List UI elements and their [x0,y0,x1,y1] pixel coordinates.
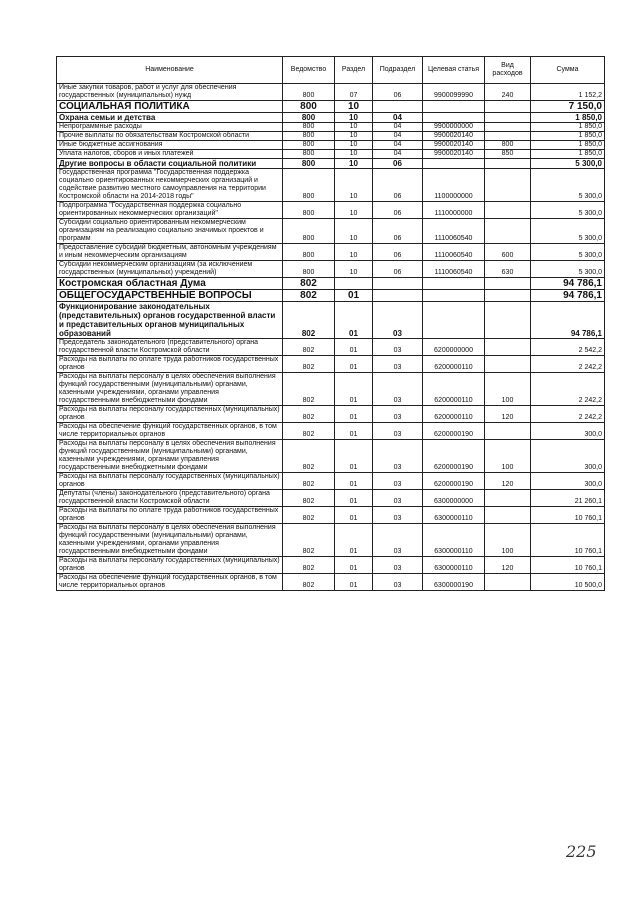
cell-subsection: 04 [373,132,423,141]
table-row [57,290,605,302]
cell-section: 10 [335,159,373,169]
col-header-sum: Сумма [531,57,605,84]
cell-dept: 800 [283,244,335,261]
cell-section: 01 [335,490,373,507]
col-header-subsection: Подраздел [373,57,423,84]
cell-sum: 94 786,1 [531,278,605,290]
cell-dept: 800 [283,159,335,169]
cell-subsection: 03 [373,507,423,524]
cell-dept: 802 [283,290,335,302]
table-row [57,84,605,101]
cell-name: Расходы на выплаты персоналу государственных (муниципальных) органов [57,473,283,490]
cell-name: Предоставление субсидий бюджетным, автономным учреждениям и иным некоммерческим организациям [57,244,283,261]
cell-target: 9900020140 [423,150,485,159]
table-row [57,123,605,132]
cell-dept: 800 [283,219,335,244]
table-row [57,278,605,290]
table-row [57,373,605,406]
cell-section: 01 [335,356,373,373]
table-row [57,473,605,490]
table-row [57,169,605,202]
cell-subsection: 06 [373,169,423,202]
table-row [57,507,605,524]
cell-subsection [373,278,423,290]
budget-table [56,56,605,591]
cell-type [485,423,531,440]
cell-target: 6300000110 [423,524,485,557]
cell-name: Уплата налогов, сборов и иных платежей [57,150,283,159]
cell-section: 01 [335,473,373,490]
cell-type: 630 [485,261,531,278]
cell-type [485,507,531,524]
cell-target: 9900020140 [423,132,485,141]
cell-sum: 5 300,0 [531,169,605,202]
cell-name: Субсидии некоммерческим организациям (за исключением государственных (муниципальных) учреждений) [57,261,283,278]
cell-sum: 1 850,0 [531,150,605,159]
cell-type [485,113,531,123]
cell-section: 10 [335,132,373,141]
cell-name: Иные закупки товаров, работ и услуг для обеспечения государственных (муниципальных) нужд [57,84,283,101]
cell-subsection: 04 [373,113,423,123]
cell-sum: 5 300,0 [531,159,605,169]
cell-dept: 800 [283,113,335,123]
cell-type [485,169,531,202]
cell-dept: 802 [283,574,335,591]
cell-subsection: 03 [373,373,423,406]
cell-section: 01 [335,339,373,356]
cell-subsection: 06 [373,202,423,219]
table-row [57,490,605,507]
cell-target: 1110060540 [423,244,485,261]
cell-name: Подпрограмма "Государственная поддержка социально ориентированных некоммерческих организаций" [57,202,283,219]
cell-type [485,219,531,244]
cell-sum: 5 300,0 [531,219,605,244]
cell-name: Непрограммные расходы [57,123,283,132]
cell-name: Другие вопросы в области социальной политики [57,159,283,169]
cell-sum: 1 850,0 [531,123,605,132]
cell-name: Государственная программа "Государственная поддержка социально ориентированных некоммерческих организаций и содействие развитию местного самоуправления на территории Костромской области на 2014-2018 годы" [57,169,283,202]
cell-subsection: 03 [373,557,423,574]
cell-section: 01 [335,440,373,473]
cell-dept: 800 [283,84,335,101]
cell-dept: 800 [283,150,335,159]
cell-dept: 800 [283,101,335,113]
cell-subsection [373,101,423,113]
cell-name: Иные бюджетные ассигнования [57,141,283,150]
table-row [57,423,605,440]
cell-sum: 94 786,1 [531,290,605,302]
cell-sum: 21 260,1 [531,490,605,507]
cell-name: Расходы на выплаты персоналу в целях обеспечения выполнения функций государственными (муниципальными) органами, казенными учреждениями, органами управления государственными внебюджетными фондами [57,524,283,557]
cell-target [423,159,485,169]
cell-sum: 300,0 [531,423,605,440]
cell-type [485,302,531,339]
cell-target: 6200000190 [423,440,485,473]
cell-name: Депутаты (члены) законодательного (представительного) органа государственной власти Костромской области [57,490,283,507]
cell-subsection: 03 [373,339,423,356]
cell-section: 01 [335,302,373,339]
cell-dept: 802 [283,524,335,557]
table-row [57,524,605,557]
table-row [57,440,605,473]
table-row [57,406,605,423]
cell-subsection: 03 [373,440,423,473]
table-row [57,101,605,113]
cell-section: 01 [335,557,373,574]
cell-target: 9900099990 [423,84,485,101]
cell-dept: 800 [283,169,335,202]
cell-target: 6200000110 [423,356,485,373]
table-row [57,150,605,159]
cell-target: 6300000190 [423,574,485,591]
cell-dept: 802 [283,423,335,440]
cell-type [485,159,531,169]
cell-target: 9900020140 [423,141,485,150]
cell-sum: 10 760,1 [531,557,605,574]
cell-section: 01 [335,290,373,302]
cell-dept: 802 [283,557,335,574]
col-header-name: Наименование [57,57,283,84]
cell-section: 10 [335,202,373,219]
table-row [57,159,605,169]
cell-name: Расходы на обеспечение функций государственных органов, в том числе территориальных органов [57,423,283,440]
table-row [57,574,605,591]
cell-name: Расходы на выплаты персоналу государственных (муниципальных) органов [57,406,283,423]
cell-dept: 802 [283,278,335,290]
cell-subsection: 03 [373,302,423,339]
cell-subsection: 03 [373,356,423,373]
cell-name: Расходы на обеспечение функций государственных органов, в том числе территориальных органов [57,574,283,591]
cell-section: 10 [335,101,373,113]
cell-type: 240 [485,84,531,101]
cell-subsection: 06 [373,219,423,244]
cell-dept: 802 [283,302,335,339]
cell-sum: 5 300,0 [531,261,605,278]
cell-section: 07 [335,84,373,101]
cell-section: 10 [335,113,373,123]
cell-type: 120 [485,557,531,574]
cell-sum: 1 850,0 [531,132,605,141]
cell-target: 1110000000 [423,202,485,219]
cell-target: 6200000110 [423,406,485,423]
cell-section: 10 [335,244,373,261]
cell-subsection: 06 [373,159,423,169]
col-header-section: Раздел [335,57,373,84]
cell-dept: 802 [283,356,335,373]
cell-target: 6200000190 [423,423,485,440]
cell-subsection: 06 [373,244,423,261]
cell-target: 1110060540 [423,261,485,278]
table-row [57,219,605,244]
cell-target [423,290,485,302]
cell-dept: 802 [283,490,335,507]
cell-name: Расходы на выплаты персоналу в целях обеспечения выполнения функций государственными (муниципальными) органами, казенными учреждениями, органами управления государственными внебюджетными фондами [57,373,283,406]
col-header-exp-type: Вид расходов [485,57,531,84]
cell-dept: 802 [283,373,335,406]
table-row [57,302,605,339]
cell-type: 100 [485,373,531,406]
cell-target [423,113,485,123]
cell-name: Субсидии социально ориентированным некоммерческим организациям на реализацию социально значимых проектов и программ [57,219,283,244]
cell-type: 850 [485,150,531,159]
cell-section: 01 [335,406,373,423]
cell-target [423,278,485,290]
table-row [57,141,605,150]
cell-type [485,278,531,290]
cell-sum: 10 760,1 [531,524,605,557]
cell-sum: 7 150,0 [531,101,605,113]
cell-type: 120 [485,406,531,423]
cell-dept: 802 [283,507,335,524]
cell-type: 600 [485,244,531,261]
col-header-target: Целевая статья [423,57,485,84]
cell-sum: 2 542,2 [531,339,605,356]
cell-sum: 2 242,2 [531,373,605,406]
cell-section: 01 [335,373,373,406]
cell-target: 6200000000 [423,339,485,356]
cell-section: 01 [335,574,373,591]
cell-type [485,339,531,356]
cell-dept: 802 [283,440,335,473]
cell-type [485,132,531,141]
cell-target: 6200000110 [423,373,485,406]
cell-name: Охрана семьи и детства [57,113,283,123]
cell-sum: 1 850,0 [531,141,605,150]
cell-dept: 802 [283,473,335,490]
cell-dept: 802 [283,339,335,356]
cell-name: СОЦИАЛЬНАЯ ПОЛИТИКА [57,101,283,113]
cell-dept: 800 [283,261,335,278]
cell-name: Функционирование законодательных (представительных) органов государственной власти и представительных органов муниципальных образований [57,302,283,339]
cell-sum: 2 242,2 [531,356,605,373]
cell-section: 01 [335,524,373,557]
table-row [57,132,605,141]
cell-subsection: 03 [373,406,423,423]
cell-target [423,302,485,339]
cell-name: Прочие выплаты по обязательствам Костромской области [57,132,283,141]
cell-name: Расходы на выплаты по оплате труда работников государственных органов [57,507,283,524]
cell-name: Председатель законодательного (представительного) органа государственной власти Костромской области [57,339,283,356]
cell-dept: 802 [283,406,335,423]
cell-type: 800 [485,141,531,150]
cell-type [485,101,531,113]
cell-sum: 94 786,1 [531,302,605,339]
cell-section: 10 [335,141,373,150]
cell-subsection: 04 [373,141,423,150]
cell-subsection: 04 [373,123,423,132]
cell-subsection: 03 [373,490,423,507]
cell-section [335,278,373,290]
cell-target [423,101,485,113]
cell-type: 100 [485,440,531,473]
cell-subsection: 03 [373,423,423,440]
cell-sum: 10 500,0 [531,574,605,591]
cell-section: 10 [335,150,373,159]
cell-sum: 5 300,0 [531,244,605,261]
cell-section: 01 [335,423,373,440]
cell-dept: 800 [283,132,335,141]
cell-section: 10 [335,123,373,132]
table-row [57,113,605,123]
cell-sum: 2 242,2 [531,406,605,423]
cell-subsection: 03 [373,524,423,557]
table-row [57,557,605,574]
page-number: 225 [566,842,597,861]
cell-dept: 800 [283,202,335,219]
cell-name: Расходы на выплаты персоналу в целях обеспечения выполнения функций государственными (муниципальными) органами, казенными учреждениями, органами управления государственными внебюджетными фондами [57,440,283,473]
cell-subsection [373,290,423,302]
cell-sum: 10 760,1 [531,507,605,524]
cell-subsection: 04 [373,150,423,159]
cell-section: 10 [335,261,373,278]
cell-target: 6300000000 [423,490,485,507]
cell-sum: 300,0 [531,473,605,490]
cell-dept: 800 [283,141,335,150]
cell-name: Костромская областная Дума [57,278,283,290]
cell-type [485,290,531,302]
cell-target: 6300000110 [423,557,485,574]
cell-dept: 800 [283,123,335,132]
cell-type [485,356,531,373]
cell-sum: 1 152,2 [531,84,605,101]
cell-type: 100 [485,524,531,557]
cell-type: 120 [485,473,531,490]
cell-name: Расходы на выплаты персоналу государственных (муниципальных) органов [57,557,283,574]
table-row [57,261,605,278]
cell-target: 1100000000 [423,169,485,202]
cell-subsection: 03 [373,574,423,591]
table-row [57,339,605,356]
cell-type [485,123,531,132]
table-row [57,244,605,261]
cell-name: ОБЩЕГОСУДАРСТВЕННЫЕ ВОПРОСЫ [57,290,283,302]
col-header-dept: Ведомство [283,57,335,84]
cell-sum: 1 850,0 [531,113,605,123]
cell-target: 9900000000 [423,123,485,132]
cell-type [485,202,531,219]
cell-section: 10 [335,219,373,244]
header-row [57,57,605,84]
cell-type [485,490,531,507]
table-row [57,356,605,373]
cell-type [485,574,531,591]
cell-name: Расходы на выплаты по оплате труда работников государственных органов [57,356,283,373]
cell-sum: 5 300,0 [531,202,605,219]
cell-sum: 300,0 [531,440,605,473]
cell-target: 6300000110 [423,507,485,524]
cell-section: 10 [335,169,373,202]
cell-target: 6200000190 [423,473,485,490]
cell-subsection: 06 [373,84,423,101]
cell-subsection: 03 [373,473,423,490]
cell-subsection: 06 [373,261,423,278]
cell-target: 1110060540 [423,219,485,244]
cell-section: 01 [335,507,373,524]
table-row [57,202,605,219]
